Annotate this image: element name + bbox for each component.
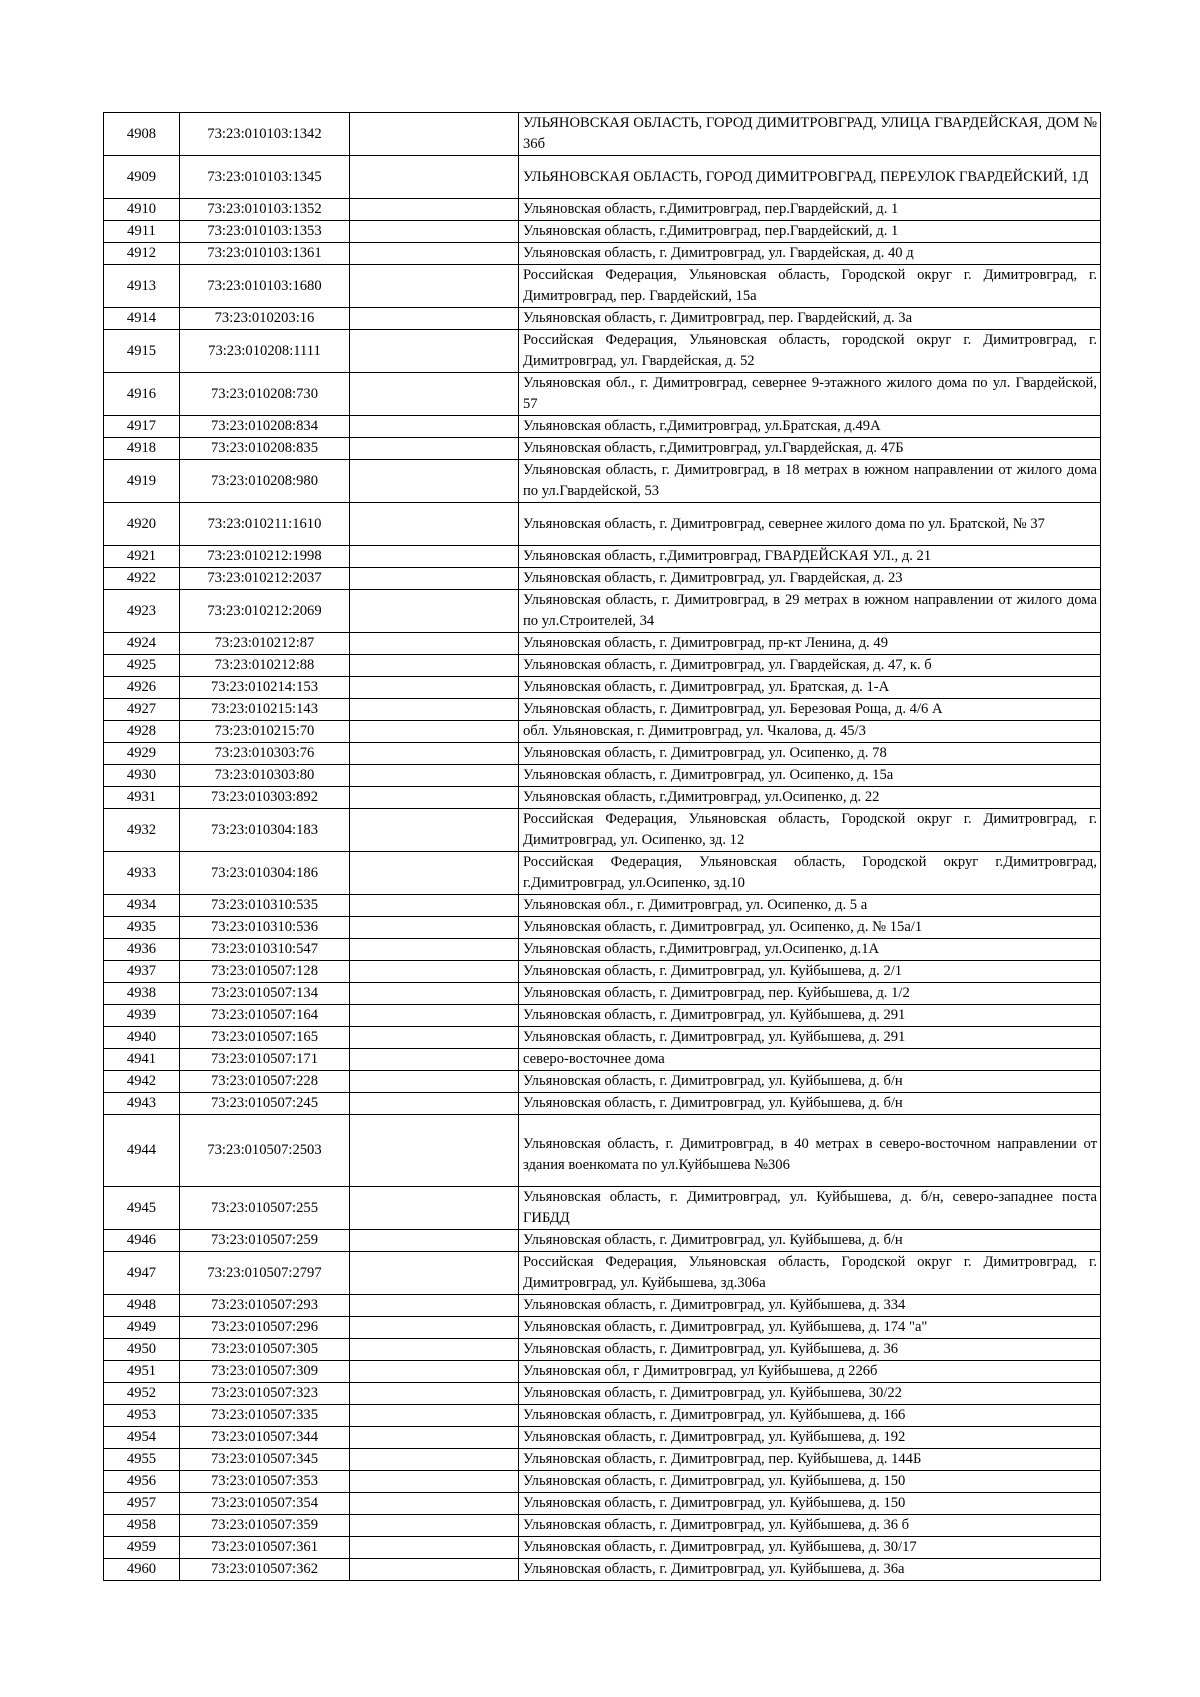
table-row [104,699,1101,721]
row-number-cell: 4920 [104,503,180,546]
table-row [104,1471,1101,1493]
cadastral-number-cell: 73:23:010507:228 [180,1071,350,1093]
empty-cell [350,1471,519,1493]
address-cell: обл. Ульяновская, г. Димитровград, ул. Чкалова, д. 45/3 [519,721,1101,743]
empty-cell [350,1383,519,1405]
empty-cell [350,416,519,438]
row-number-cell: 4919 [104,460,180,503]
address-cell: Ульяновская область, г. Димитровград, пр-кт Ленина, д. 49 [519,633,1101,655]
cadastral-number-cell: 73:23:010507:335 [180,1405,350,1427]
table-row [104,895,1101,917]
table-row [104,438,1101,460]
empty-cell [350,743,519,765]
address-cell: Ульяновская область, г. Димитровград, пер. Куйбышева, д. 144Б [519,1449,1101,1471]
address-cell: Ульяновская область, г. Димитровград, пер. Куйбышева, д. 1/2 [519,983,1101,1005]
address-cell: Российская Федерация, Ульяновская область, Городской округ г.Димитровград, г.Димитровград, ул.Осипенко, зд.10 [519,852,1101,895]
cadastral-number-cell: 73:23:010303:892 [180,787,350,809]
row-number-cell: 4933 [104,852,180,895]
empty-cell [350,373,519,416]
empty-cell [350,1361,519,1383]
row-number-cell: 4953 [104,1405,180,1427]
cadastral-number-cell: 73:23:010212:2069 [180,590,350,633]
cadastral-number-cell: 73:23:010208:835 [180,438,350,460]
row-number-cell: 4930 [104,765,180,787]
empty-cell [350,1295,519,1317]
cadastral-number-cell: 73:23:010310:536 [180,917,350,939]
cadastral-number-cell: 73:23:010208:730 [180,373,350,416]
address-cell: Ульяновская область, г. Димитровград, ул. Березовая Роща, д. 4/6 А [519,699,1101,721]
table-row [104,1049,1101,1071]
row-number-cell: 4945 [104,1187,180,1230]
table-row [104,1427,1101,1449]
cadastral-number-cell: 73:23:010507:293 [180,1295,350,1317]
empty-cell [350,1449,519,1471]
row-number-cell: 4921 [104,546,180,568]
address-cell: Ульяновская область, г.Димитровград, пер.Гвардейский, д. 1 [519,221,1101,243]
address-cell: Ульяновская область, г. Димитровград, ул. Куйбышева, д. б/н [519,1230,1101,1252]
address-cell: Ульяновская область, г. Димитровград, ул. Куйбышева, д. 291 [519,1027,1101,1049]
empty-cell [350,1187,519,1230]
empty-cell [350,917,519,939]
row-number-cell: 4949 [104,1317,180,1339]
table-row [104,1295,1101,1317]
address-cell: Ульяновская область, г.Димитровград, ул.Осипенко, д. 22 [519,787,1101,809]
address-cell: Ульяновская обл, г Димитровград, ул Куйбышева, д 226б [519,1361,1101,1383]
row-number-cell: 4950 [104,1339,180,1361]
cadastral-number-cell: 73:23:010507:305 [180,1339,350,1361]
row-number-cell: 4915 [104,330,180,373]
row-number-cell: 4926 [104,677,180,699]
row-number-cell: 4957 [104,1493,180,1515]
row-number-cell: 4917 [104,416,180,438]
cadastral-number-cell: 73:23:010208:834 [180,416,350,438]
table-row [104,243,1101,265]
cadastral-number-cell: 73:23:010203:16 [180,308,350,330]
row-number-cell: 4929 [104,743,180,765]
address-cell: Ульяновская область, г. Димитровград, ул. Братская, д. 1-А [519,677,1101,699]
cadastral-number-cell: 73:23:010215:70 [180,721,350,743]
empty-cell [350,568,519,590]
address-cell: Ульяновская область, г. Димитровград, ул. Куйбышева, д. 174 "а" [519,1317,1101,1339]
cadastral-number-cell: 73:23:010507:354 [180,1493,350,1515]
row-number-cell: 4936 [104,939,180,961]
empty-cell [350,590,519,633]
address-cell: северо-восточнее дома [519,1049,1101,1071]
cadastral-number-cell: 73:23:010507:345 [180,1449,350,1471]
row-number-cell: 4934 [104,895,180,917]
address-cell: Российская Федерация, Ульяновская область, Городской округ г. Димитровград, г. Димитровград, пер. Гвардейский, 15а [519,265,1101,308]
empty-cell [350,1405,519,1427]
table-row [104,1449,1101,1471]
address-cell: Ульяновская область, г. Димитровград, ул. Осипенко, д. № 15а/1 [519,917,1101,939]
address-cell: Ульяновская область, г.Димитровград, ГВАРДЕЙСКАЯ УЛ., д. 21 [519,546,1101,568]
cadastral-number-cell: 73:23:010208:980 [180,460,350,503]
table-row [104,308,1101,330]
table-row [104,1317,1101,1339]
empty-cell [350,113,519,156]
table-row [104,765,1101,787]
row-number-cell: 4913 [104,265,180,308]
address-cell: Ульяновская область, г.Димитровград, ул.Братская, д.49А [519,416,1101,438]
table-row [104,503,1101,546]
cadastral-number-cell: 73:23:010507:165 [180,1027,350,1049]
table-row [104,1115,1101,1187]
table-row [104,1515,1101,1537]
empty-cell [350,809,519,852]
address-cell: Ульяновская область, г. Димитровград, пер. Гвардейский, д. 3а [519,308,1101,330]
address-cell: Ульяновская область, г. Димитровград, в 40 метрах в северо-восточном направлении от здания военкомата по ул.Куйбышева №306 [519,1115,1101,1187]
table-row [104,939,1101,961]
cadastral-number-cell: 73:23:010507:164 [180,1005,350,1027]
cadastral-number-cell: 73:23:010507:296 [180,1317,350,1339]
cadastral-number-cell: 73:23:010507:362 [180,1559,350,1581]
row-number-cell: 4928 [104,721,180,743]
empty-cell [350,1427,519,1449]
empty-cell [350,1317,519,1339]
table-row [104,416,1101,438]
row-number-cell: 4954 [104,1427,180,1449]
address-cell: Ульяновская область, г. Димитровград, ул. Куйбышева, д. б/н [519,1093,1101,1115]
address-cell: Ульяновская область, г. Димитровград, ул. Куйбышева, 30/22 [519,1383,1101,1405]
table-row [104,961,1101,983]
row-number-cell: 4938 [104,983,180,1005]
row-number-cell: 4946 [104,1230,180,1252]
cadastral-number-cell: 73:23:010103:1353 [180,221,350,243]
empty-cell [350,983,519,1005]
table-row [104,1005,1101,1027]
row-number-cell: 4922 [104,568,180,590]
address-cell: Ульяновская область, г. Димитровград, ул. Куйбышева, д. 192 [519,1427,1101,1449]
row-number-cell: 4959 [104,1537,180,1559]
cadastral-number-cell: 73:23:010215:143 [180,699,350,721]
table-row [104,721,1101,743]
table-row [104,373,1101,416]
address-cell: Ульяновская область, г. Димитровград, ул. Куйбышева, д. 2/1 [519,961,1101,983]
empty-cell [350,787,519,809]
table-row [104,265,1101,308]
address-cell: УЛЬЯНОВСКАЯ ОБЛАСТЬ, ГОРОД ДИМИТРОВГРАД, ПЕРЕУЛОК ГВАРДЕЙСКИЙ, 1Д [519,156,1101,199]
table-row [104,1071,1101,1093]
row-number-cell: 4931 [104,787,180,809]
cadastral-number-cell: 73:23:010212:88 [180,655,350,677]
table-row [104,655,1101,677]
row-number-cell: 4923 [104,590,180,633]
table-row [104,1093,1101,1115]
address-cell: Ульяновская область, г. Димитровград, ул. Куйбышева, д. 36 [519,1339,1101,1361]
table-row [104,221,1101,243]
empty-cell [350,1093,519,1115]
address-cell: Ульяновская обл., г. Димитровград, севернее 9-этажного жилого дома по ул. Гвардейской, 57 [519,373,1101,416]
table-row [104,1361,1101,1383]
cadastral-number-cell: 73:23:010507:128 [180,961,350,983]
cadastral-number-cell: 73:23:010507:2503 [180,1115,350,1187]
row-number-cell: 4935 [104,917,180,939]
row-number-cell: 4948 [104,1295,180,1317]
row-number-cell: 4914 [104,308,180,330]
address-cell: Ульяновская область, г.Димитровград, ул.Осипенко, д.1А [519,939,1101,961]
cadastral-number-cell: 73:23:010212:87 [180,633,350,655]
address-cell: УЛЬЯНОВСКАЯ ОБЛАСТЬ, ГОРОД ДИМИТРОВГРАД, УЛИЦА ГВАРДЕЙСКАЯ, ДОМ № 36б [519,113,1101,156]
empty-cell [350,221,519,243]
table-row [104,1027,1101,1049]
row-number-cell: 4942 [104,1071,180,1093]
row-number-cell: 4937 [104,961,180,983]
address-cell: Ульяновская область, г. Димитровград, ул. Куйбышева, д. 30/17 [519,1537,1101,1559]
cadastral-number-cell: 73:23:010507:361 [180,1537,350,1559]
empty-cell [350,765,519,787]
row-number-cell: 4947 [104,1252,180,1295]
cadastral-number-cell: 73:23:010103:1342 [180,113,350,156]
table-body [104,113,1101,1581]
cadastral-number-cell: 73:23:010310:547 [180,939,350,961]
row-number-cell: 4925 [104,655,180,677]
table-row [104,1252,1101,1295]
table-row [104,787,1101,809]
cadastral-number-cell: 73:23:010507:134 [180,983,350,1005]
row-number-cell: 4940 [104,1027,180,1049]
table-row [104,1339,1101,1361]
table-row [104,590,1101,633]
address-cell: Ульяновская область, г. Димитровград, ул. Осипенко, д. 78 [519,743,1101,765]
row-number-cell: 4941 [104,1049,180,1071]
table-row [104,1537,1101,1559]
empty-cell [350,1115,519,1187]
row-number-cell: 4924 [104,633,180,655]
empty-cell [350,265,519,308]
address-cell: Российская Федерация, Ульяновская область, Городской округ г. Димитровград, г. Димитровград, ул. Осипенко, зд. 12 [519,809,1101,852]
empty-cell [350,1230,519,1252]
cadastral-number-cell: 73:23:010103:1361 [180,243,350,265]
empty-cell [350,721,519,743]
row-number-cell: 4955 [104,1449,180,1471]
address-cell: Ульяновская область, г. Димитровград, ул. Гвардейская, д. 23 [519,568,1101,590]
address-cell: Ульяновская область, г.Димитровград, ул.Гвардейская, д. 47Б [519,438,1101,460]
cadastral-number-cell: 73:23:010507:245 [180,1093,350,1115]
row-number-cell: 4943 [104,1093,180,1115]
cadastral-number-cell: 73:23:010103:1345 [180,156,350,199]
table-row [104,546,1101,568]
table-row [104,743,1101,765]
empty-cell [350,655,519,677]
row-number-cell: 4910 [104,199,180,221]
table-row [104,568,1101,590]
address-cell: Ульяновская область, г. Димитровград, ул. Куйбышева, д. 291 [519,1005,1101,1027]
table-row [104,330,1101,373]
table-row [104,917,1101,939]
address-cell: Российская Федерация, Ульяновская область, городской округ г. Димитровград, г. Димитровград, ул. Гвардейская, д. 52 [519,330,1101,373]
property-table [103,112,1101,1581]
address-cell: Российская Федерация, Ульяновская область, Городской округ г. Димитровград, г. Димитровград, ул. Куйбышева, зд.306а [519,1252,1101,1295]
empty-cell [350,308,519,330]
cadastral-number-cell: 73:23:010304:183 [180,809,350,852]
row-number-cell: 4939 [104,1005,180,1027]
table-row [104,1230,1101,1252]
empty-cell [350,1559,519,1581]
row-number-cell: 4952 [104,1383,180,1405]
cadastral-number-cell: 73:23:010507:2797 [180,1252,350,1295]
row-number-cell: 4912 [104,243,180,265]
cadastral-number-cell: 73:23:010208:1111 [180,330,350,373]
table-row [104,852,1101,895]
address-cell: Ульяновская область, г. Димитровград, ул. Куйбышева, д. б/н, северо-западнее поста ГИБДД [519,1187,1101,1230]
cadastral-number-cell: 73:23:010507:255 [180,1187,350,1230]
row-number-cell: 4932 [104,809,180,852]
table-row [104,156,1101,199]
table-row [104,199,1101,221]
address-cell: Ульяновская область, г. Димитровград, в 29 метрах в южном направлении от жилого дома по ул.Строителей, 34 [519,590,1101,633]
empty-cell [350,1027,519,1049]
empty-cell [350,1493,519,1515]
address-cell: Ульяновская область, г. Димитровград, ул. Осипенко, д. 15а [519,765,1101,787]
row-number-cell: 4916 [104,373,180,416]
address-cell: Ульяновская область, г. Димитровград, ул. Куйбышева, д. б/н [519,1071,1101,1093]
empty-cell [350,1515,519,1537]
address-cell: Ульяновская область, г. Димитровград, ул. Куйбышева, д. 150 [519,1493,1101,1515]
cadastral-number-cell: 73:23:010507:344 [180,1427,350,1449]
table-row [104,1559,1101,1581]
row-number-cell: 4951 [104,1361,180,1383]
address-cell: Ульяновская область, г. Димитровград, ул. Куйбышева, д. 166 [519,1405,1101,1427]
empty-cell [350,939,519,961]
empty-cell [350,895,519,917]
cadastral-number-cell: 73:23:010507:309 [180,1361,350,1383]
row-number-cell: 4958 [104,1515,180,1537]
empty-cell [350,1049,519,1071]
cadastral-number-cell: 73:23:010303:76 [180,743,350,765]
empty-cell [350,199,519,221]
table-row [104,1383,1101,1405]
table-row [104,1405,1101,1427]
address-cell: Ульяновская область, г. Димитровград, ул. Куйбышева, д. 36 б [519,1515,1101,1537]
cadastral-number-cell: 73:23:010103:1352 [180,199,350,221]
row-number-cell: 4956 [104,1471,180,1493]
address-cell: Ульяновская область, г. Димитровград, севернее жилого дома по ул. Братской, № 37 [519,503,1101,546]
cadastral-number-cell: 73:23:010103:1680 [180,265,350,308]
empty-cell [350,699,519,721]
address-cell: Ульяновская обл., г. Димитровград, ул. Осипенко, д. 5 а [519,895,1101,917]
row-number-cell: 4909 [104,156,180,199]
empty-cell [350,961,519,983]
address-cell: Ульяновская область, г. Димитровград, в 18 метрах в южном направлении от жилого дома по ул.Гвардейской, 53 [519,460,1101,503]
cadastral-number-cell: 73:23:010211:1610 [180,503,350,546]
row-number-cell: 4944 [104,1115,180,1187]
cadastral-number-cell: 73:23:010303:80 [180,765,350,787]
empty-cell [350,1252,519,1295]
row-number-cell: 4918 [104,438,180,460]
cadastral-number-cell: 73:23:010507:359 [180,1515,350,1537]
cadastral-number-cell: 73:23:010214:153 [180,677,350,699]
document-page [103,112,1100,1581]
row-number-cell: 4927 [104,699,180,721]
empty-cell [350,460,519,503]
address-cell: Ульяновская область, г. Димитровград, ул. Куйбышева, д. 150 [519,1471,1101,1493]
empty-cell [350,1005,519,1027]
empty-cell [350,243,519,265]
empty-cell [350,156,519,199]
empty-cell [350,1071,519,1093]
row-number-cell: 4960 [104,1559,180,1581]
cadastral-number-cell: 73:23:010507:323 [180,1383,350,1405]
cadastral-number-cell: 73:23:010507:171 [180,1049,350,1071]
empty-cell [350,1537,519,1559]
row-number-cell: 4908 [104,113,180,156]
cadastral-number-cell: 73:23:010507:259 [180,1230,350,1252]
address-cell: Ульяновская область, г.Димитровград, пер.Гвардейский, д. 1 [519,199,1101,221]
empty-cell [350,503,519,546]
cadastral-number-cell: 73:23:010304:186 [180,852,350,895]
empty-cell [350,438,519,460]
address-cell: Ульяновская область, г. Димитровград, ул. Гвардейская, д. 40 д [519,243,1101,265]
cadastral-number-cell: 73:23:010507:353 [180,1471,350,1493]
row-number-cell: 4911 [104,221,180,243]
table-row [104,113,1101,156]
table-row [104,983,1101,1005]
cadastral-number-cell: 73:23:010212:1998 [180,546,350,568]
table-row [104,633,1101,655]
empty-cell [350,1339,519,1361]
empty-cell [350,852,519,895]
address-cell: Ульяновская область, г. Димитровград, ул. Гвардейская, д. 47, к. б [519,655,1101,677]
empty-cell [350,633,519,655]
table-row [104,1187,1101,1230]
table-row [104,460,1101,503]
empty-cell [350,677,519,699]
address-cell: Ульяновская область, г. Димитровград, ул. Куйбышева, д. 36а [519,1559,1101,1581]
empty-cell [350,546,519,568]
address-cell: Ульяновская область, г. Димитровград, ул. Куйбышева, д. 334 [519,1295,1101,1317]
table-row [104,1493,1101,1515]
cadastral-number-cell: 73:23:010212:2037 [180,568,350,590]
cadastral-number-cell: 73:23:010310:535 [180,895,350,917]
table-row [104,677,1101,699]
table-row [104,809,1101,852]
empty-cell [350,330,519,373]
